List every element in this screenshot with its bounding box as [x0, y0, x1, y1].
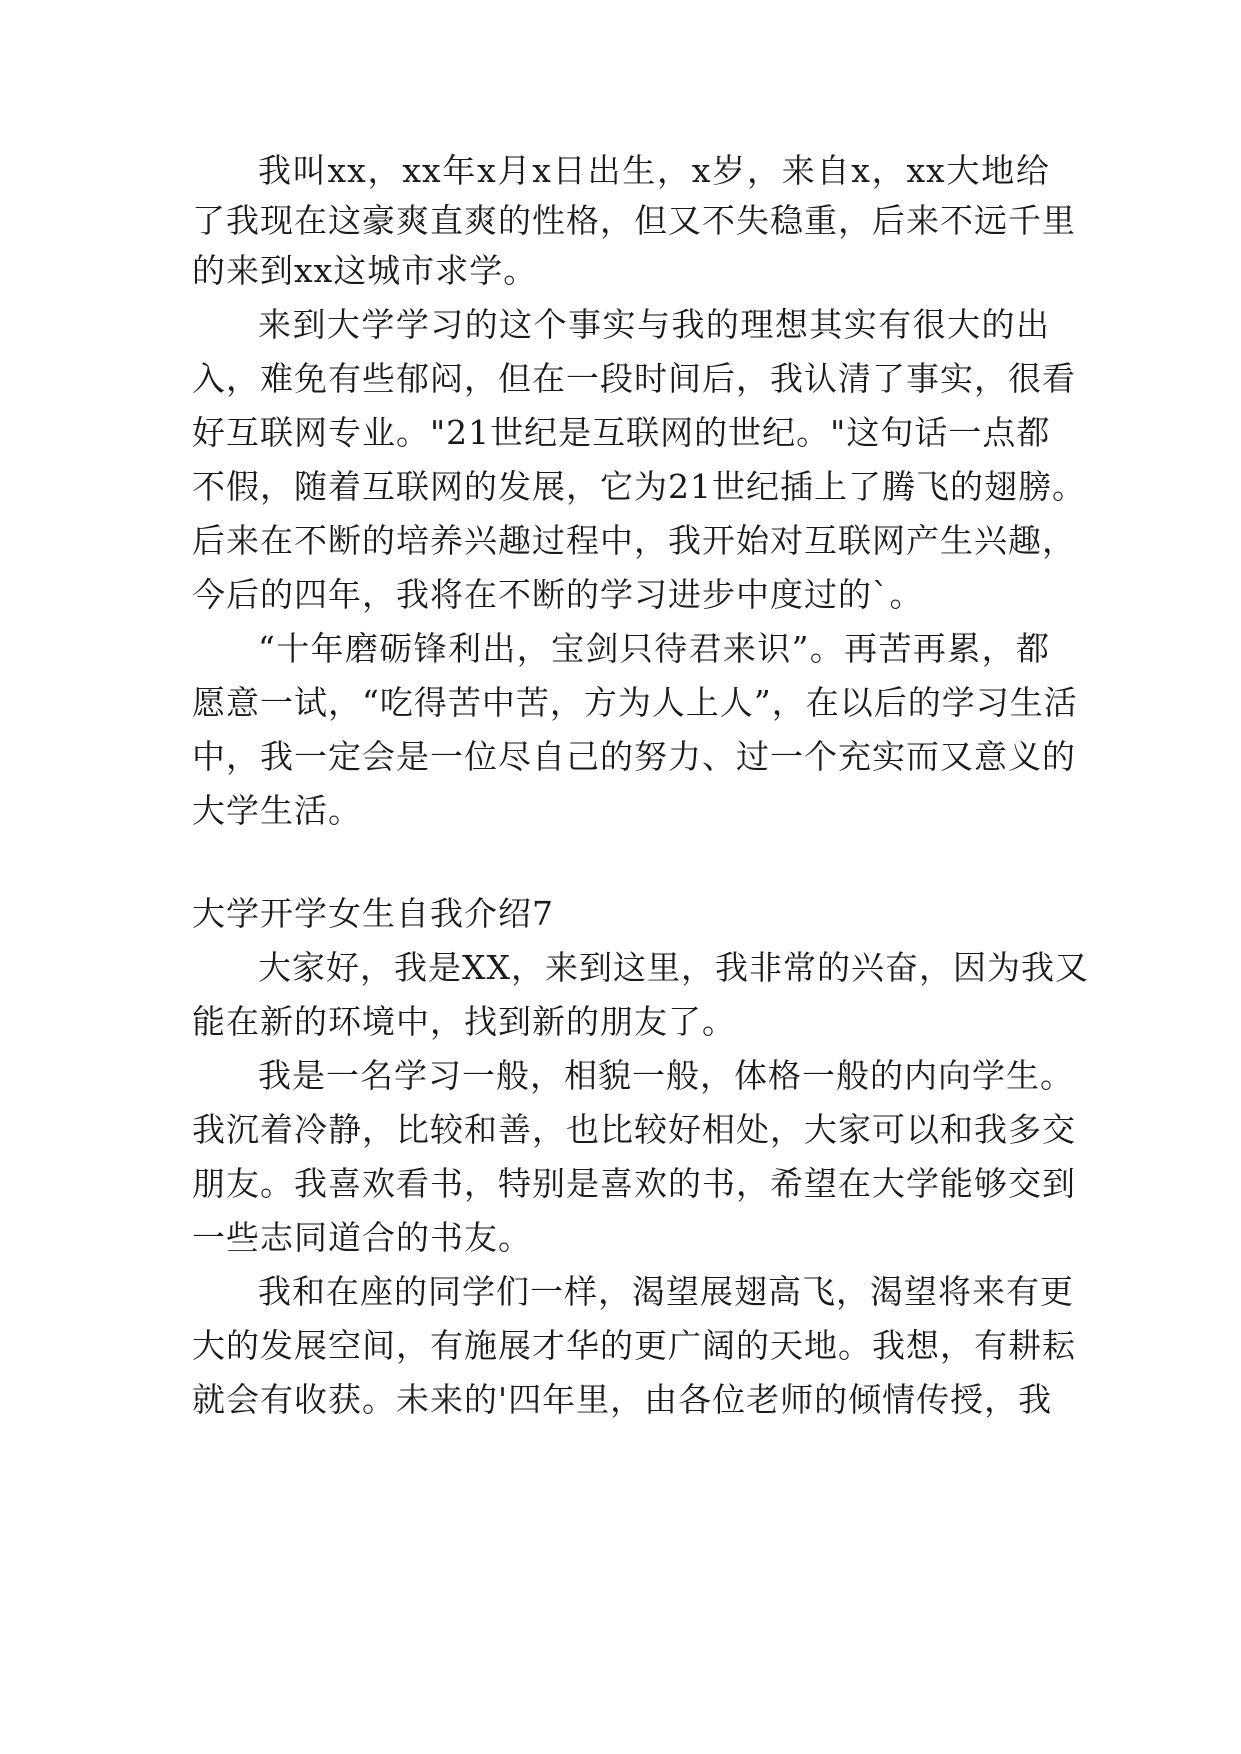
paragraph-4-line-1: 大家好，我是XX，来到这里，我非常的兴奋，因为我又	[258, 948, 1089, 987]
paragraph-2-line-6: 今后的四年，我将在不断的学习进步中度过的`。	[192, 575, 924, 614]
paragraph-3-line-4: 大学生活。	[192, 791, 362, 830]
paragraph-6-line-1: 我和在座的同学们一样，渴望展翅高飞，渴望将来有更	[258, 1272, 1074, 1311]
section-heading: 大学开学女生自我介绍7	[192, 894, 554, 933]
paragraph-5-line-1: 我是一名学习一般，相貌一般，体格一般的内向学生。	[258, 1056, 1074, 1095]
paragraph-5-line-4: 一些志同道合的书友。	[192, 1218, 532, 1257]
paragraph-1-line-3: 的来到xx这城市求学。	[192, 251, 538, 290]
paragraph-2-line-1: 来到大学学习的这个事实与我的理想其实有很大的出	[258, 305, 1050, 344]
paragraph-6-line-2: 大的发展空间，有施展才华的更广阔的天地。我想，有耕耘	[192, 1326, 1076, 1365]
paragraph-2-line-5: 后来在不断的培养兴趣过程中，我开始对互联网产生兴趣，	[192, 521, 1076, 560]
paragraph-5-line-2: 我沉着冷静，比较和善，也比较好相处，大家可以和我多交	[192, 1110, 1076, 1149]
paragraph-2-line-3: 好互联网专业。"21世纪是互联网的世纪。"这句话一点都	[192, 413, 1051, 452]
paragraph-2-line-2: 入，难免有些郁闷，但在一段时间后，我认清了事实，很看	[192, 359, 1076, 398]
paragraph-1-line-1: 我叫xx，xx年x月x日出生，x岁，来自x，xx大地给	[258, 151, 1050, 190]
paragraph-6-line-3: 就会有收获。未来的'四年里，由各位老师的倾情传授，我	[192, 1380, 1053, 1419]
paragraph-3-line-3: 中，我一定会是一位尽自己的努力、过一个充实而又意义的	[192, 737, 1076, 776]
paragraph-2-line-4: 不假，随着互联网的发展，它为21世纪插上了腾飞的翅膀。	[192, 467, 1086, 506]
paragraph-4-line-2: 能在新的环境中，找到新的朋友了。	[192, 1002, 736, 1041]
paragraph-3-line-2: 愿意一试，“吃得苦中苦，方为人上人”，在以后的学习生活	[192, 683, 1078, 722]
paragraph-1-line-2: 了我现在这豪爽直爽的性格，但又不失稳重，后来不远千里	[192, 201, 1076, 240]
paragraph-3-line-1: “十年磨砺锋利出，宝剑只待君来识”。再苦再累，都	[258, 629, 1050, 668]
paragraph-5-line-3: 朋友。我喜欢看书，特别是喜欢的书，希望在大学能够交到	[192, 1164, 1076, 1203]
